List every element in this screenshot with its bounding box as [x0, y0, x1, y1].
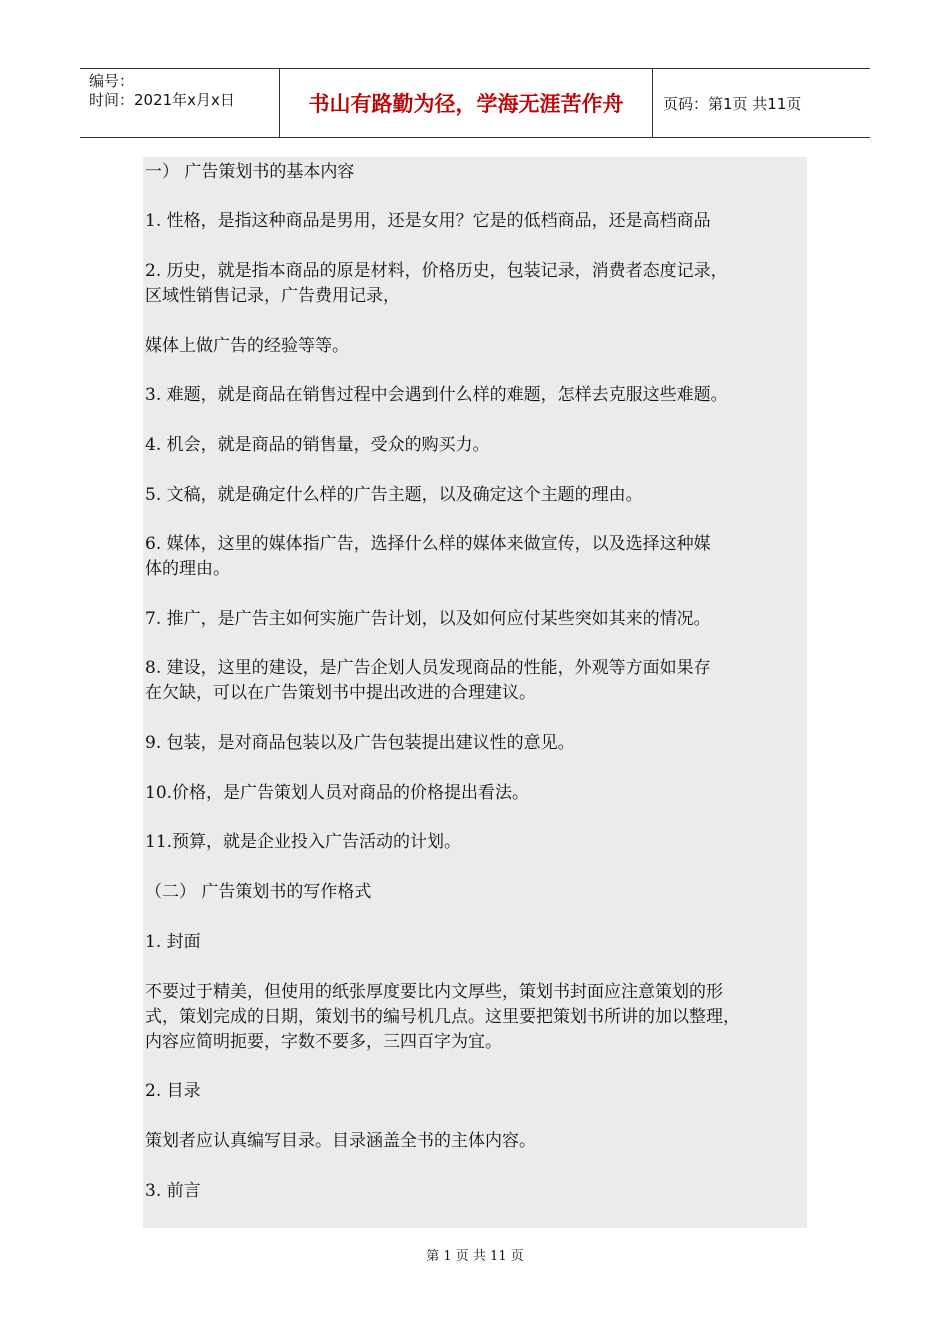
- page-footer: 第 1 页 共 11 页: [426, 1249, 524, 1264]
- paragraph: 10.价格，是广告策划人员对商品的价格提出看法。: [145, 783, 530, 803]
- paragraph: 3. 难题，就是商品在销售过程中会遇到什么样的难题，怎样去克服这些难题。: [145, 385, 728, 405]
- document-body: [143, 157, 807, 1228]
- header-page-info: 页码：第1页 共11页: [663, 94, 802, 113]
- paragraph: 3. 前言: [145, 1181, 201, 1201]
- document-time-label: 时间：2021年x月x日: [89, 91, 235, 109]
- paragraph: 策划者应认真编写目录。目录涵盖全书的主体内容。: [145, 1131, 536, 1151]
- paragraph: 9. 包装，是对商品包装以及广告包装提出建议性的意见。: [145, 733, 575, 753]
- paragraph: 2. 目录: [145, 1081, 201, 1101]
- header-meta: [80, 69, 280, 137]
- paragraph: 11.预算，就是企业投入广告活动的计划。: [145, 832, 462, 852]
- paragraph: 8. 建设，这里的建设，是广告企划人员发现商品的性能，外观等方面如果存 在欠缺，可以在广告策划书中提出改进的合理建议。: [145, 658, 711, 703]
- paragraph: 6. 媒体，这里的媒体指广告，选择什么样的媒体来做宣传，以及选择这种媒 体的理由。: [145, 534, 711, 579]
- section-heading-2: （二） 广告策划书的写作格式: [145, 882, 372, 902]
- paragraph: 不要过于精美，但使用的纸张厚度要比内文厚些，策划书封面应注意策划的形 式，策划完成的日期，策划书的编号机几点。这里要把策划书所讲的加以整理， 内容应简明扼要，字数不要多，三四百字为宜。: [145, 982, 740, 1052]
- paragraph: 2. 历史，就是指本商品的原是材料，价格历史，包装记录，消费者态度记录， 区域性销售记录，广告费用记录，: [145, 261, 728, 306]
- paragraph: 1. 封面: [145, 932, 201, 952]
- paragraph: 7. 推广，是广告主如何实施广告计划，以及如何应付某些突如其来的情况。: [145, 609, 711, 629]
- paragraph: 5. 文稿，就是确定什么样的广告主题，以及确定这个主题的理由。: [145, 485, 643, 505]
- header-motto: 书山有路勤为径，学海无涯苦作舟: [280, 69, 653, 137]
- paragraph: 媒体上做广告的经验等等。: [145, 336, 349, 356]
- section-heading-1: 一） 广告策划书的基本内容: [145, 162, 355, 182]
- paragraph: 4. 机会，就是商品的销售量，受众的购买力。: [145, 435, 490, 455]
- page-header: [80, 68, 870, 138]
- paragraph: 1. 性格，是指这种商品是男用，还是女用？它是的低档商品，还是高档商品: [145, 211, 711, 231]
- document-number-label: 编号：: [89, 72, 135, 90]
